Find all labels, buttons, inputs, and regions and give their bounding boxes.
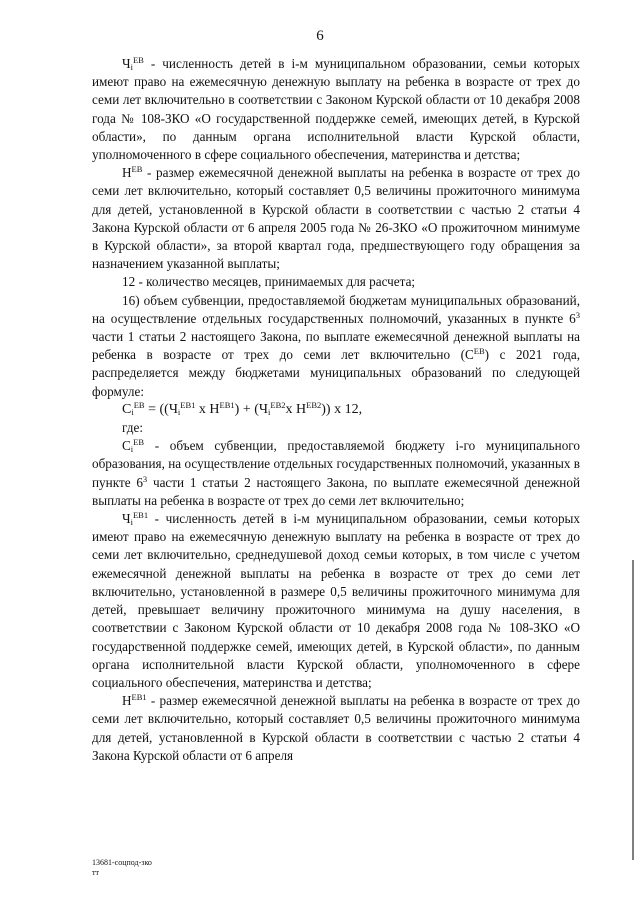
superscript: ЕВ xyxy=(132,55,144,65)
superscript: ЕВ2 xyxy=(270,399,286,410)
definition-children-count xyxy=(92,55,580,164)
page-number: 6 xyxy=(316,28,324,44)
formula xyxy=(92,401,580,419)
formula-part: х Н xyxy=(195,401,220,417)
paragraph-text: ) с 2021 года, распределяется между бюджетами муниципальных образований по следующей формуле: xyxy=(92,347,580,399)
symbol: Н xyxy=(122,693,132,709)
paragraph-text: - объем субвенции, предоставляемой бюджету i-го муниципального образования, на осуществление отдельных государственных полномочий, указанных в пункте 6 xyxy=(92,438,580,490)
where-label: где: xyxy=(122,420,143,436)
subscript: i xyxy=(268,406,271,417)
subscript: i xyxy=(130,62,133,72)
definition-payment-size xyxy=(92,164,580,273)
subscript: i xyxy=(177,406,181,417)
footer-code: 13681-соцпод-зко xyxy=(92,858,152,867)
symbol: Н xyxy=(122,165,132,181)
formula-part: С xyxy=(122,401,132,417)
formula-part: = ((Ч xyxy=(144,401,178,417)
definition-children-count-1 xyxy=(92,510,580,692)
superscript: ЕВ xyxy=(133,399,145,410)
symbol: Ч xyxy=(122,56,131,71)
subscript: i xyxy=(130,517,133,528)
superscript: ЕВ xyxy=(133,437,145,448)
symbol: С xyxy=(122,438,131,454)
subscript: i xyxy=(130,444,134,455)
paragraph-text: - размер ежемесячной денежной выплаты на ребенка в возрасте от трех до семи лет включительно, который составляет 0,5 величины прожиточного минимума для детей, установленной в Курской области в соответствии с частью 2 статьи 4 Закона Курской области от 6 апреля xyxy=(92,693,580,763)
document-footer xyxy=(92,858,152,878)
superscript: ЕВ2 xyxy=(306,399,322,410)
paragraph-text: - численность детей в i-м муниципальном образовании, семьи которых имеют право на ежемесячную денежную выплату на ребенка в возрасте от трех до семи лет включительно, среднедушевой доход семьи которых, в том числе с учетом ежемесячной денежной выплаты на ребенка в возрасте от трех до семи лет включительно, установленной в размере 0,5 величины прожиточного минимума для детей, превышает величину прожиточного минимума на душу населения, в соответствии с Законом Курской области от 10 декабря 2008 года № 108-ЗКО «О государственной поддержке семей, имеющих детей, в Курской области», по данным органа исполнительной власти Курской области, уполномоченного в сфере социального обеспечения, материнства и детства; xyxy=(92,511,580,690)
subscript: i xyxy=(131,406,134,417)
formula-part: х Н xyxy=(285,401,307,417)
clause-16 xyxy=(92,292,580,401)
superscript: 3 xyxy=(142,473,148,484)
definition-months: 12 - количество месяцев, принимаемых для расчета; xyxy=(122,274,416,290)
superscript: ЕВ1 xyxy=(132,510,149,521)
definition-payment-size-1 xyxy=(92,692,580,765)
formula-part: ) + (Ч xyxy=(234,401,268,417)
footer-initials: тт xyxy=(92,868,99,877)
superscript: 3 xyxy=(575,309,580,320)
superscript: ЕВ1 xyxy=(131,692,147,703)
superscript: ЕВ1 xyxy=(219,399,235,410)
paragraph-text: - размер ежемесячной денежной выплаты на ребенка в возрасте от трех до семи лет включительно, который составляет 0,5 величины прожиточного минимума для детей, установленной в Курской области в соответствии с частью 2 статьи 4 Закона Курской области от 6 апреля 2005 года № 26-ЗКО «О прожиточном минимуме в Курской области», за второй квартал года, предшествующего году обращения за назначением указанной выплаты; xyxy=(92,165,580,272)
superscript: ЕВ xyxy=(473,346,485,357)
paragraph-text: части 1 статьи 2 настоящего Закона, по выплате ежемесячной денежной выплаты на ребенка в возрасте от трех до семи лет включительно; xyxy=(92,474,580,508)
scan-edge-shadow xyxy=(632,560,634,860)
paragraph-text: части 1 статьи 2 настоящего Закона, по выплате ежемесячной денежной выплаты на ребенка в возрасте от трех до семи лет включительно (С xyxy=(92,329,580,363)
paragraph-text: 16) объем субвенции, предоставляемой бюджетам муниципальных образований, на осуществление отдельных государственных полномочий, указанных в пункте 6 xyxy=(92,292,580,326)
symbol: Ч xyxy=(122,511,131,527)
superscript: ЕВ xyxy=(131,164,143,175)
document-body xyxy=(92,55,580,765)
formula-part: )) х 12, xyxy=(321,401,363,417)
superscript: ЕВ1 xyxy=(180,399,196,410)
definition-subvention xyxy=(92,437,580,510)
paragraph-text: - численность детей в i-м муниципальном образовании, семьи которых имеют право на ежемесячную денежную выплату на ребенка в возрасте от трех до семи лет включительно в соответствии с Законом Курской области от 10 декабря 2008 года № 108-ЗКО «О государственной поддержке семей, имеющих детей, в Курской области», по данным органа исполнительной власти Курской области, уполномоченного в сфере социального обеспечения, материнства и детства; xyxy=(92,56,580,163)
